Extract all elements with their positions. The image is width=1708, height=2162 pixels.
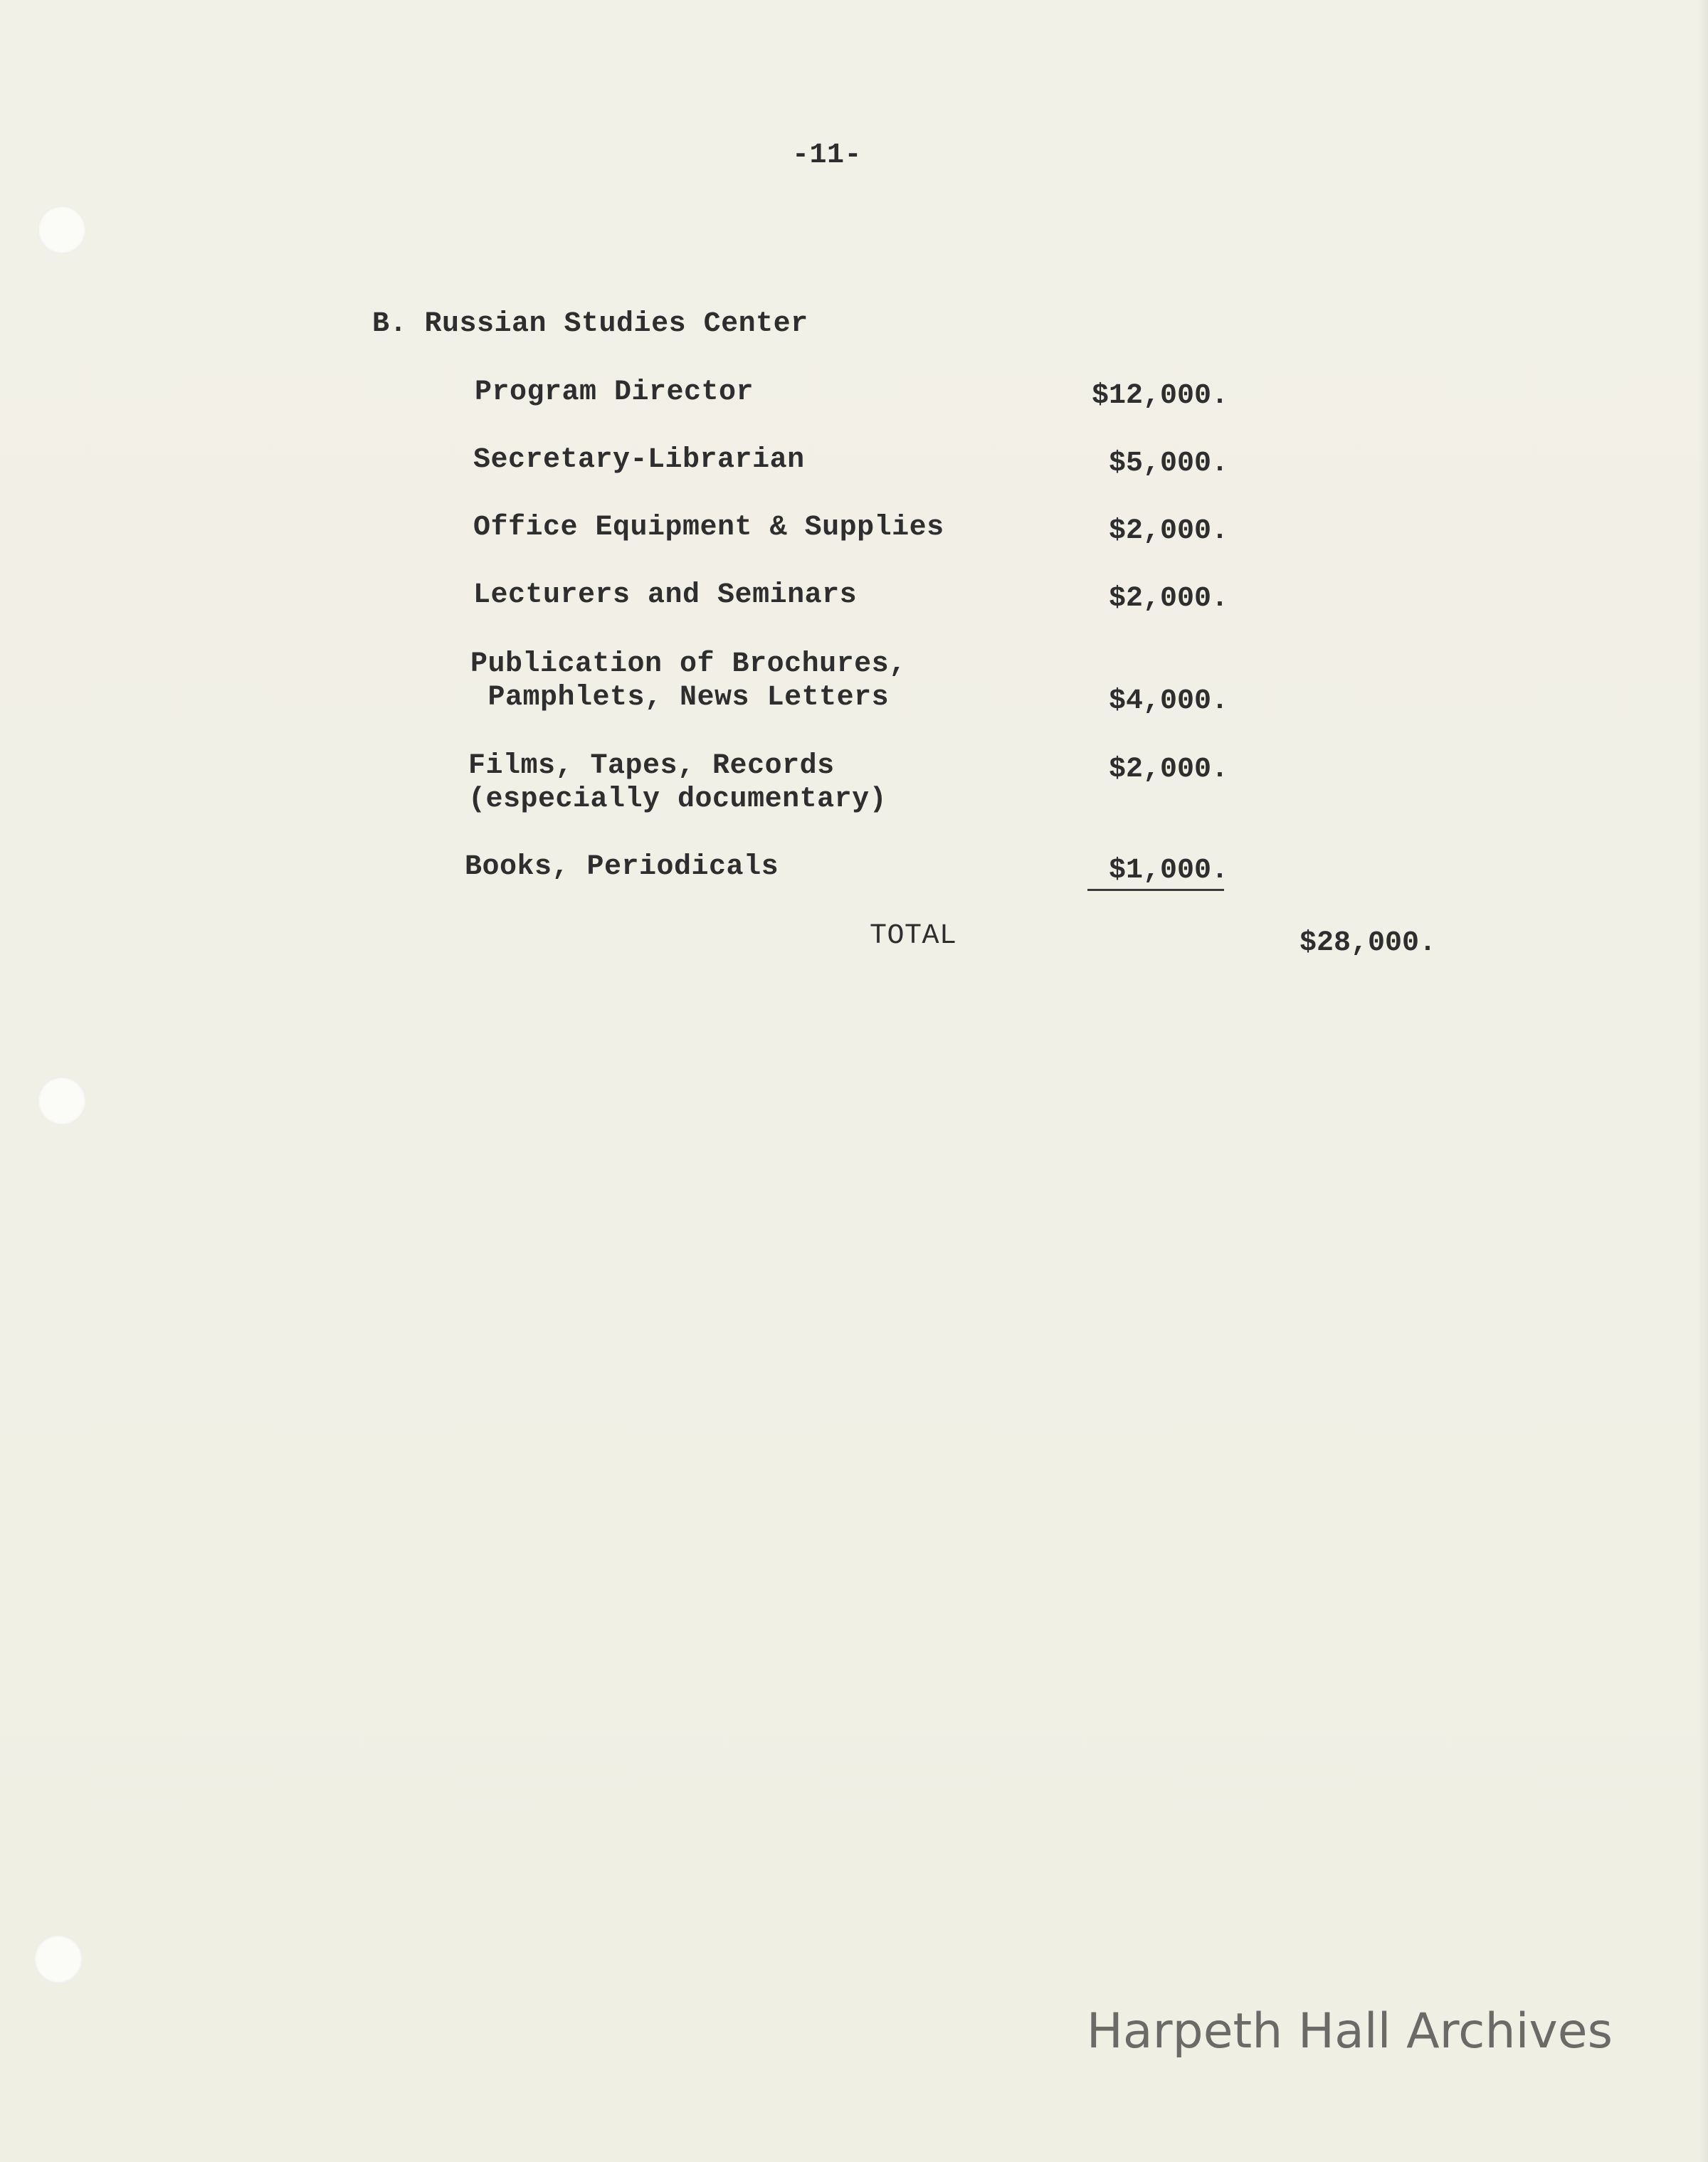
punch-hole-top bbox=[38, 206, 86, 254]
total-amount: $28,000. bbox=[1299, 927, 1436, 959]
item-amount-secretary-librarian: $5,000. bbox=[1108, 448, 1228, 480]
item-amount-program-director: $12,000. bbox=[1091, 380, 1228, 412]
item-label-publication-line2: Pamphlets, News Letters bbox=[470, 682, 890, 714]
item-label-program-director: Program Director bbox=[475, 376, 754, 408]
item-label-films-line2: (especially documentary) bbox=[468, 784, 887, 816]
page-edge-shadow bbox=[1698, 0, 1708, 2162]
item-amount-office-equipment: $2,000. bbox=[1108, 515, 1228, 547]
punch-hole-bottom bbox=[34, 1935, 83, 1983]
item-amount-lecturers-seminars: $2,000. bbox=[1108, 583, 1228, 615]
item-label-publication-line1: Publication of Brochures, bbox=[470, 648, 907, 680]
total-label: TOTAL bbox=[870, 920, 957, 952]
subtotal-underline bbox=[1087, 889, 1224, 891]
item-amount-publication: $4,000. bbox=[1108, 685, 1228, 717]
page-number: -11- bbox=[792, 139, 863, 172]
item-label-books-periodicals: Books, Periodicals bbox=[465, 851, 779, 883]
item-label-office-equipment: Office Equipment & Supplies bbox=[473, 512, 944, 544]
item-label-lecturers-seminars: Lecturers and Seminars bbox=[473, 579, 858, 611]
item-label-films-line1: Films, Tapes, Records bbox=[468, 750, 835, 782]
item-amount-films: $2,000. bbox=[1108, 754, 1228, 786]
item-label-secretary-librarian: Secretary-Librarian bbox=[473, 444, 805, 476]
archive-watermark: Harpeth Hall Archives bbox=[1086, 2003, 1613, 2060]
punch-hole-middle bbox=[38, 1077, 86, 1125]
section-heading: B. Russian Studies Center bbox=[372, 308, 808, 340]
item-amount-books-periodicals: $1,000. bbox=[1108, 855, 1228, 887]
